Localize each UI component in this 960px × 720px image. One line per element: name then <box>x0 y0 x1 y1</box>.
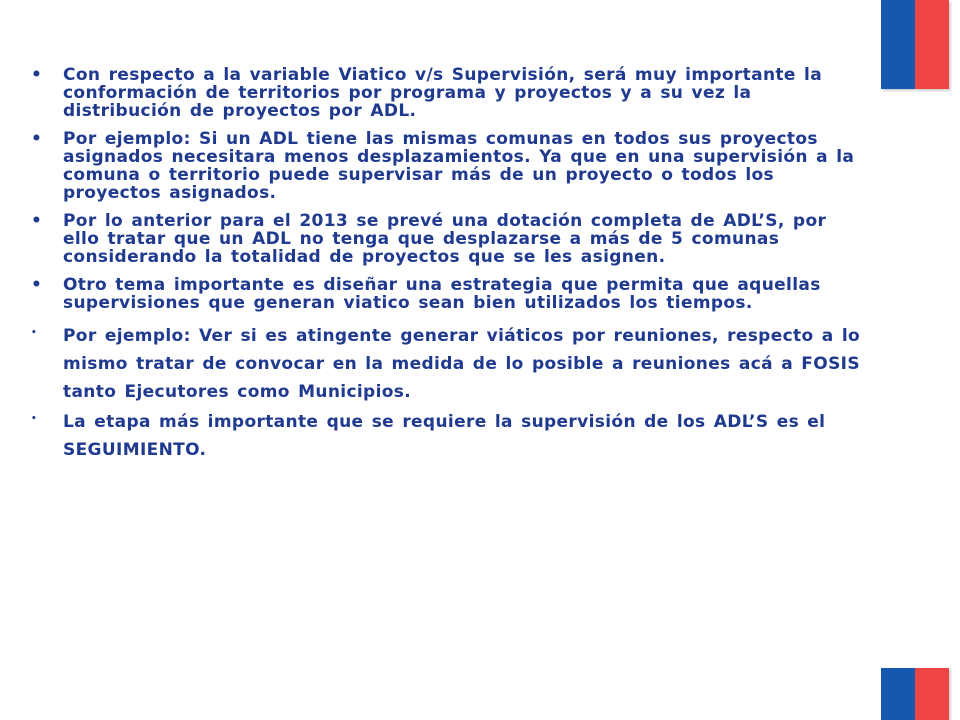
flag-red-band <box>915 668 949 720</box>
bullet-text: Con respecto a la variable Viatico v/s Supervisión, será muy importante la conformación de territorios por programa y proyectos y a su vez la distribución de proyectos por ADL. <box>63 65 823 121</box>
bullet-item-4 <box>30 276 870 312</box>
flag-blue-band <box>881 0 915 89</box>
bullet-item-5 <box>30 322 870 406</box>
flag-top-logo <box>881 0 949 89</box>
bullet-item-1 <box>30 66 870 120</box>
bullet-item-2 <box>30 130 870 202</box>
bullet-marker: • <box>31 65 43 85</box>
bullet-marker: • <box>31 414 38 424</box>
bullet-marker: • <box>31 211 43 231</box>
flag-red-band <box>915 0 949 89</box>
flag-bottom-logo <box>881 668 949 720</box>
bullet-text: Por ejemplo: Ver si es atingente generar viáticos por reuniones, respecto a lo mismo tratar de convocar en la medida de lo posible a reuniones acá a FOSIS tanto Ejecutores como Municipios. <box>63 326 861 402</box>
bullet-text: Por ejemplo: Si un ADL tiene las mismas comunas en todos sus proyectos asignados necesitara menos desplazamientos. Ya que en una supervisión a la comuna o territorio puede supervisar más de un proyecto o todos los proyectos asignados. <box>63 129 855 203</box>
bullet-list <box>30 66 870 466</box>
bullet-marker: • <box>31 129 43 149</box>
bullet-text: La etapa más importante que se requiere la supervisión de los ADL’S es el SEGUIMIENTO. <box>63 412 826 460</box>
bullet-text: Por lo anterior para el 2013 se prevé una dotación completa de ADL’S, por ello tratar que un ADL no tenga que desplazarse a más de 5 comunas considerando la totalidad de proyectos que se les asignen. <box>63 211 827 267</box>
flag-blue-band <box>881 668 915 720</box>
bullet-marker: • <box>31 328 38 338</box>
bullet-marker: • <box>31 275 43 295</box>
bullet-item-6 <box>30 408 870 464</box>
bullet-text: Otro tema importante es diseñar una estrategia que permita que aquellas supervisiones que generan viatico sean bien utilizados los tiempos. <box>63 275 821 313</box>
bullet-item-3 <box>30 212 870 266</box>
